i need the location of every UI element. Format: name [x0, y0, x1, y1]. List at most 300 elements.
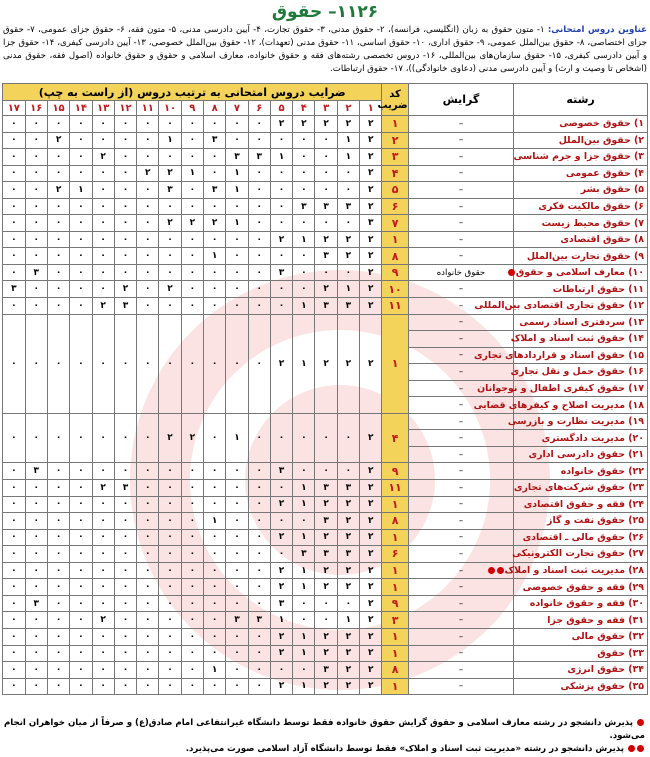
- coef-value: ۱: [337, 612, 359, 629]
- coef-value: ۳: [270, 463, 292, 480]
- coef-value: ۲: [181, 215, 203, 232]
- coef-value: ۰: [226, 595, 248, 612]
- coef-value: ۰: [3, 645, 26, 662]
- field-name: ۲۴) فقه و حقوق اقتصادی: [514, 496, 648, 513]
- coef-value: ۳: [337, 298, 359, 315]
- coef-value: ۲: [92, 480, 114, 497]
- coef-code: ۹: [382, 463, 408, 480]
- group-name: –: [408, 430, 513, 447]
- coef-value: ۰: [159, 314, 181, 413]
- coef-value: ۰: [114, 314, 136, 413]
- coef-value: ۰: [248, 182, 270, 199]
- bullet-icon: [637, 745, 644, 752]
- coef-value: ۱: [293, 562, 315, 579]
- coef-value: ۰: [204, 678, 226, 695]
- coef-value: ۲: [360, 513, 382, 530]
- coef-value: ۲: [47, 132, 69, 149]
- coef-value: ۰: [3, 496, 26, 513]
- coef-value: ۰: [3, 116, 26, 133]
- coef-value: ۰: [337, 595, 359, 612]
- coef-value: ۰: [248, 215, 270, 232]
- coef-value: ۳: [114, 298, 136, 315]
- coef-value: ۰: [70, 116, 92, 133]
- coef-value: ۰: [204, 413, 226, 463]
- group-name: –: [408, 628, 513, 645]
- field-header: رشته: [514, 84, 648, 116]
- coef-code: ۱: [382, 562, 408, 579]
- coef-value: ۰: [181, 496, 203, 513]
- coef-value: ۰: [248, 678, 270, 695]
- coef-value: ۰: [92, 248, 114, 265]
- coef-value: ۰: [181, 662, 203, 679]
- coef-value: ۰: [70, 496, 92, 513]
- coef-value: ۰: [159, 198, 181, 215]
- coef-value: ۰: [25, 678, 47, 695]
- coef-value: ۰: [159, 612, 181, 629]
- group-header: گرایش: [408, 84, 513, 116]
- coef-value: ۰: [25, 612, 47, 629]
- coef-value: ۰: [270, 281, 292, 298]
- coef-value: ۲: [360, 463, 382, 480]
- coef-value: ۰: [47, 595, 69, 612]
- coef-code: ۱: [382, 579, 408, 596]
- coef-value: ۲: [337, 628, 359, 645]
- coef-value: ۰: [92, 413, 114, 463]
- coef-value: ۲: [92, 298, 114, 315]
- coef-value: ۰: [226, 628, 248, 645]
- table-row: [3, 463, 648, 480]
- coef-value: ۰: [47, 198, 69, 215]
- coef-value: ۲: [270, 529, 292, 546]
- field-name: ۲۱) حقوق دادرسی اداری: [514, 446, 648, 463]
- coef-value: ۰: [226, 248, 248, 265]
- coef-value: ۲: [315, 645, 337, 662]
- coef-value: ۰: [226, 314, 248, 413]
- coef-value: ۰: [181, 480, 203, 497]
- table-row: [3, 413, 648, 430]
- coef-value: ۲: [270, 116, 292, 133]
- coef-value: ۳: [226, 149, 248, 166]
- coef-value: ۰: [137, 513, 159, 530]
- coef-code: ۷: [382, 215, 408, 232]
- coef-value: ۰: [204, 298, 226, 315]
- group-name: –: [408, 645, 513, 662]
- coef-value: ۰: [47, 248, 69, 265]
- group-name: –: [408, 446, 513, 463]
- coef-value: ۰: [248, 480, 270, 497]
- coef-value: ۰: [47, 480, 69, 497]
- coef-value: ۰: [248, 231, 270, 248]
- coef-value: ۰: [226, 264, 248, 281]
- course-number: ۱۴: [70, 101, 92, 116]
- coef-value: ۳: [3, 281, 26, 298]
- coef-code: ۱: [382, 678, 408, 695]
- coef-value: ۰: [204, 645, 226, 662]
- coef-value: ۰: [92, 116, 114, 133]
- coef-value: ۲: [92, 612, 114, 629]
- coef-value: ۰: [248, 628, 270, 645]
- field-name: ۳۱) فقه و حقوق جزا: [514, 612, 648, 629]
- coef-value: ۰: [25, 413, 47, 463]
- footnote-text: پذیرش دانشجو در رشته «مدیریت ثبت اسناد و املاک» فقط توسط دانشگاه آزاد اسلامی صورت می‌پذیرد.: [185, 744, 624, 754]
- coef-value: ۰: [47, 678, 69, 695]
- coef-value: ۰: [204, 231, 226, 248]
- coef-value: ۰: [137, 595, 159, 612]
- field-name: ۲۸) مدیریت ثبت اسناد و املاک: [514, 562, 648, 579]
- coef-value: ۰: [293, 413, 315, 463]
- course-number: ۱۵: [47, 101, 69, 116]
- field-name: ۵) حقوق بشر: [514, 182, 648, 199]
- field-name: ۱۴) حقوق ثبت اسناد و املاک: [514, 331, 648, 348]
- coef-code: ۱۰: [382, 281, 408, 298]
- coef-value: ۲: [337, 662, 359, 679]
- coef-value: ۰: [270, 198, 292, 215]
- coef-value: ۲: [360, 612, 382, 629]
- coef-value: ۰: [248, 281, 270, 298]
- coef-value: ۰: [92, 546, 114, 563]
- intro-text: ۱- متون حقوق به زبان (انگلیسی، فرانسه)، ۲- حقوق مدنی، ۳- حقوق تجارت، ۴- آیین دادرسی مدنی، ۵- متون فقه، ۶- حقوق جزای عمومی، ۷- حقوق جزای اختصاصی، ۸- حقوق بین‌الملل عمومی، ۹- حقوق اداری، ۱۰- حقوق اساسی، ۱۱- حقوق مدنی (تعهدات)، ۱۲- حقوق بین‌الملل خصوصی، ۱۳- آیین دادرسی کیفری، ۱۴- حقوق جزا و آیین دادرسی کیفری، ۱۵- حقوق سازمان‌های بین‌المللی، ۱۶- دروس تخصصی رشته‌های فقه و حقوق خانواده، معارف اسلامی و حقوق و حقوق خانواده (اصول فقه، حقوق مدنی (اشخاص تا وصیت و ارث) و آیین دادرسی مدنی (دعاوی خانوادگی))، ۱۷- حقوق ارتباطات.: [3, 25, 647, 74]
- bullet-icon: [637, 719, 644, 726]
- coef-value: ۰: [248, 248, 270, 265]
- coef-value: ۰: [3, 562, 26, 579]
- coef-value: ۰: [92, 231, 114, 248]
- coef-value: ۲: [337, 562, 359, 579]
- group-name: حقوق خانواده: [408, 264, 513, 281]
- coef-value: ۰: [114, 198, 136, 215]
- coef-value: ۰: [204, 314, 226, 413]
- coef-value: ۰: [3, 264, 26, 281]
- coef-value: ۰: [114, 149, 136, 166]
- coef-value: ۰: [226, 579, 248, 596]
- coef-value: ۰: [137, 662, 159, 679]
- coef-value: ۲: [360, 662, 382, 679]
- coef-value: ۰: [92, 264, 114, 281]
- coef-value: ۰: [92, 198, 114, 215]
- group-name: –: [408, 662, 513, 679]
- coef-value: ۰: [270, 413, 292, 463]
- group-name: –: [408, 331, 513, 348]
- field-name: ۳۵) حقوق پزشکی: [514, 678, 648, 695]
- coef-value: ۰: [159, 463, 181, 480]
- field-name: ۱۳) سردفتری اسناد رسمی: [514, 314, 648, 331]
- coef-value: ۱: [204, 662, 226, 679]
- coef-value: ۰: [47, 529, 69, 546]
- field-name: ۱) حقوق خصوصی: [514, 116, 648, 133]
- field-name: ۱۷) حقوق کیفری اطفال و نوجوانان: [514, 380, 648, 397]
- coef-value: ۲: [360, 579, 382, 596]
- table-row: [3, 579, 648, 596]
- coef-code: ۹: [382, 264, 408, 281]
- coef-value: ۰: [204, 165, 226, 182]
- coef-value: ۳: [315, 546, 337, 563]
- coef-value: ۱: [159, 132, 181, 149]
- coef-code: ۱: [382, 645, 408, 662]
- coef-value: ۰: [25, 198, 47, 215]
- coef-value: ۰: [92, 182, 114, 199]
- group-name: –: [408, 364, 513, 381]
- coef-value: ۲: [360, 628, 382, 645]
- coef-value: ۰: [70, 513, 92, 530]
- coef-value: ۰: [114, 546, 136, 563]
- coef-value: ۱: [337, 149, 359, 166]
- coef-value: ۰: [293, 612, 315, 629]
- coef-value: ۰: [293, 149, 315, 166]
- coef-value: ۰: [248, 562, 270, 579]
- group-name: –: [408, 298, 513, 315]
- coef-value: ۰: [70, 645, 92, 662]
- coef-value: ۰: [315, 215, 337, 232]
- field-name: ۱۶) حقوق حمل و نقل تجاری: [514, 364, 648, 381]
- coef-value: ۰: [293, 248, 315, 265]
- coef-value: ۲: [293, 116, 315, 133]
- coef-value: ۰: [248, 165, 270, 182]
- coef-value: ۲: [315, 562, 337, 579]
- coef-value: ۰: [315, 612, 337, 629]
- coef-value: ۰: [3, 231, 26, 248]
- coef-value: ۰: [114, 215, 136, 232]
- footnote-text: پذیرش دانشجو در رشته معارف اسلامی و حقوق گرایش حقوق خانواده فقط توسط دانشگاه غیرانتفاعی امام صادق(ع) و صرفاً از میان خواهران انجام می‌شود.: [3, 718, 645, 741]
- coef-value: ۰: [181, 513, 203, 530]
- coef-value: ۱: [204, 513, 226, 530]
- coef-value: ۰: [114, 628, 136, 645]
- coef-value: ۰: [137, 198, 159, 215]
- coef-value: ۰: [47, 546, 69, 563]
- coef-value: ۳: [315, 248, 337, 265]
- coef-value: ۲: [360, 281, 382, 298]
- table-row: [3, 165, 648, 182]
- field-name: ۴) حقوق عمومی: [514, 165, 648, 182]
- coef-value: ۲: [360, 248, 382, 265]
- coef-value: ۳: [248, 612, 270, 629]
- coef-value: ۰: [181, 562, 203, 579]
- coef-code: ۸: [382, 248, 408, 265]
- coef-value: ۰: [3, 595, 26, 612]
- table-row: [3, 595, 648, 612]
- coef-value: ۳: [114, 480, 136, 497]
- table-row: [3, 628, 648, 645]
- table-row: [3, 612, 648, 629]
- code-header: کد ضریب: [382, 84, 408, 116]
- coef-value: ۰: [47, 413, 69, 463]
- field-name: ۳۰) فقه و حقوق خانواده: [514, 595, 648, 612]
- coef-value: ۰: [92, 595, 114, 612]
- coef-value: ۰: [25, 248, 47, 265]
- coef-value: ۰: [3, 298, 26, 315]
- group-name: –: [408, 496, 513, 513]
- coef-value: ۲: [360, 562, 382, 579]
- coef-value: ۰: [47, 612, 69, 629]
- field-name: ۱۵) حقوق اسناد و قراردادهای تجاری: [514, 347, 648, 364]
- coef-value: ۰: [181, 546, 203, 563]
- coef-value: ۲: [337, 645, 359, 662]
- coef-value: ۰: [248, 513, 270, 530]
- coef-value: ۰: [226, 496, 248, 513]
- coef-value: ۰: [137, 413, 159, 463]
- coef-value: ۰: [270, 298, 292, 315]
- coef-value: ۳: [25, 595, 47, 612]
- coef-value: ۰: [181, 529, 203, 546]
- coef-value: ۲: [337, 231, 359, 248]
- coef-value: ۳: [315, 480, 337, 497]
- coef-value: ۰: [114, 413, 136, 463]
- coef-value: ۰: [114, 165, 136, 182]
- coef-code: ۱۱: [382, 480, 408, 497]
- bullet-icon: [628, 745, 635, 752]
- coef-value: ۱: [337, 281, 359, 298]
- group-name: –: [408, 579, 513, 596]
- coef-value: ۰: [293, 463, 315, 480]
- coef-value: ۳: [337, 546, 359, 563]
- coef-value: ۲: [337, 513, 359, 530]
- coef-value: ۰: [70, 165, 92, 182]
- intro-label: عناوین دروس امتحانی:: [547, 25, 647, 35]
- table-row: [3, 198, 648, 215]
- course-number: ۱۲: [114, 101, 136, 116]
- coef-value: ۰: [315, 413, 337, 463]
- coef-value: ۰: [70, 132, 92, 149]
- coef-value: ۰: [159, 298, 181, 315]
- coef-value: ۰: [114, 182, 136, 199]
- coef-value: ۰: [47, 231, 69, 248]
- coef-value: ۰: [92, 496, 114, 513]
- coef-value: ۰: [204, 264, 226, 281]
- coef-value: ۰: [181, 595, 203, 612]
- coef-value: ۰: [3, 513, 26, 530]
- table-row: [3, 529, 648, 546]
- course-number: ۱۷: [3, 101, 26, 116]
- coef-value: ۰: [137, 248, 159, 265]
- coef-value: ۳: [25, 264, 47, 281]
- field-name: ۲۹) فقه و حقوق خصوصی: [514, 579, 648, 596]
- coef-value: ۰: [70, 281, 92, 298]
- coef-value: ۳: [248, 149, 270, 166]
- coef-value: ۰: [181, 248, 203, 265]
- coefs-header: ضرایب دروس امتحانی به ترتیب دروس (از راست به چپ): [3, 84, 382, 101]
- field-name: ۷) حقوق محیط زیست: [514, 215, 648, 232]
- table-body: [3, 116, 648, 695]
- coef-value: ۰: [159, 546, 181, 563]
- coef-value: ۲: [137, 165, 159, 182]
- group-name: –: [408, 397, 513, 414]
- coef-value: ۰: [137, 231, 159, 248]
- field-name: ۲۵) حقوق نفت و گاز: [514, 513, 648, 530]
- table-row: [3, 215, 648, 232]
- coef-value: ۲: [315, 678, 337, 695]
- coef-value: ۰: [248, 595, 270, 612]
- coef-value: ۰: [137, 314, 159, 413]
- coef-value: ۰: [25, 132, 47, 149]
- coef-value: ۲: [270, 628, 292, 645]
- coef-value: ۰: [159, 529, 181, 546]
- coef-value: ۰: [70, 562, 92, 579]
- coef-code: ۱: [382, 231, 408, 248]
- coef-value: ۲: [337, 529, 359, 546]
- coef-value: ۰: [3, 215, 26, 232]
- coef-value: ۰: [70, 480, 92, 497]
- coef-value: ۰: [226, 513, 248, 530]
- coef-value: ۰: [226, 281, 248, 298]
- coef-value: ۰: [47, 298, 69, 315]
- field-name: ۲۶) حقوق مالی ـ اقتصادی: [514, 529, 648, 546]
- coef-value: ۲: [337, 314, 359, 413]
- coef-value: ۰: [3, 463, 26, 480]
- coef-value: ۰: [159, 628, 181, 645]
- coef-value: ۰: [181, 198, 203, 215]
- coef-value: ۱: [293, 579, 315, 596]
- field-name: ۲۳) حقوق شرکت‌های تجاری: [514, 480, 648, 497]
- coef-value: ۰: [70, 546, 92, 563]
- coef-value: ۰: [25, 562, 47, 579]
- coef-value: ۱: [226, 165, 248, 182]
- coef-code: ۱: [382, 628, 408, 645]
- page: [0, 0, 650, 80]
- coef-value: ۲: [360, 480, 382, 497]
- group-name: –: [408, 347, 513, 364]
- coef-value: ۲: [204, 215, 226, 232]
- coef-value: ۳: [337, 480, 359, 497]
- course-number: ۱۳: [92, 101, 114, 116]
- coef-value: ۰: [137, 628, 159, 645]
- coef-value: ۰: [181, 149, 203, 166]
- coef-value: ۰: [181, 645, 203, 662]
- coef-value: ۲: [315, 281, 337, 298]
- course-number: ۶: [248, 101, 270, 116]
- table-row: [3, 248, 648, 265]
- coef-value: ۰: [226, 132, 248, 149]
- coef-value: ۰: [25, 182, 47, 199]
- coef-value: ۰: [25, 231, 47, 248]
- coef-value: ۰: [114, 116, 136, 133]
- coef-value: ۰: [181, 264, 203, 281]
- coef-value: ۰: [293, 215, 315, 232]
- coef-code: ۵: [382, 182, 408, 199]
- field-name: ۲۲) حقوق خانواده: [514, 463, 648, 480]
- coef-value: ۲: [360, 182, 382, 199]
- coef-value: ۲: [360, 546, 382, 563]
- coef-value: ۰: [47, 281, 69, 298]
- coef-value: ۰: [204, 463, 226, 480]
- coef-value: ۰: [25, 546, 47, 563]
- coef-value: ۰: [248, 529, 270, 546]
- coef-value: ۰: [337, 264, 359, 281]
- coef-value: ۰: [25, 149, 47, 166]
- coef-value: ۰: [114, 579, 136, 596]
- table-row: [3, 298, 648, 315]
- coef-value: ۰: [226, 116, 248, 133]
- coef-code: ۹: [382, 595, 408, 612]
- coef-value: ۲: [270, 645, 292, 662]
- coef-value: ۰: [226, 231, 248, 248]
- course-number: ۴: [293, 101, 315, 116]
- coef-value: ۰: [248, 496, 270, 513]
- coef-value: ۰: [70, 529, 92, 546]
- coef-value: ۰: [159, 149, 181, 166]
- coef-value: ۰: [159, 513, 181, 530]
- coef-value: ۰: [92, 513, 114, 530]
- group-name: –: [408, 562, 513, 579]
- coef-value: ۰: [114, 513, 136, 530]
- coef-value: ۰: [293, 662, 315, 679]
- coef-value: ۰: [293, 165, 315, 182]
- group-name: –: [408, 546, 513, 563]
- coef-value: ۲: [360, 496, 382, 513]
- table-row: [3, 513, 648, 530]
- coef-value: ۰: [181, 628, 203, 645]
- coef-value: ۰: [270, 182, 292, 199]
- coef-value: ۰: [3, 480, 26, 497]
- group-name: –: [408, 149, 513, 166]
- coef-value: ۰: [70, 579, 92, 596]
